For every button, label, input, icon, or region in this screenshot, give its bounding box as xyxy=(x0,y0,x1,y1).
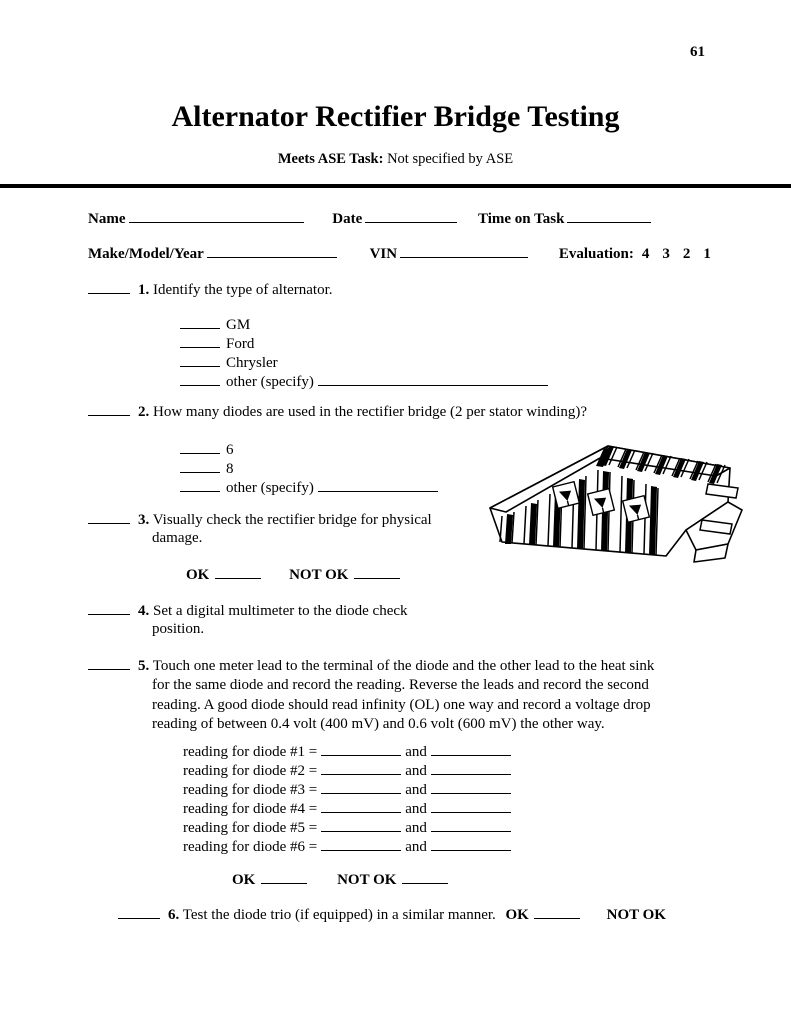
item-4-text-line1: Set a digital multimeter to the diode check xyxy=(153,603,408,619)
item-1-option-gm: GM xyxy=(180,315,548,334)
item-4-checkbox-blank[interactable] xyxy=(88,601,130,615)
item-4-text-line2-row xyxy=(152,621,204,638)
item-5-text-line1: Touch one meter lead to the terminal of the diode and the other lead to the heat sink xyxy=(152,658,655,674)
item-3-not-ok-label: NOT OK xyxy=(289,567,349,583)
item-6-ok-blank[interactable] xyxy=(534,905,580,919)
item-6-number: 6. xyxy=(168,907,180,923)
item-2-text: How many diodes are used in the rectifier bridge (2 per stator winding)? xyxy=(153,404,588,420)
task-item-5 xyxy=(88,656,654,675)
reading-6-value-b[interactable] xyxy=(431,837,511,851)
item-1-option-chrysler: Chrysler xyxy=(180,353,548,372)
item-2-options xyxy=(180,440,438,497)
reading-row-3: reading for diode #3 = and xyxy=(183,780,511,799)
item-3-text-line2: damage. xyxy=(152,530,203,546)
item-2-option-other-input[interactable] xyxy=(318,478,438,492)
reading-row-5: reading for diode #5 = and xyxy=(183,818,511,837)
item-5-checkbox-blank[interactable] xyxy=(88,656,130,670)
reading-row-2: reading for diode #2 = and xyxy=(183,761,511,780)
reading-5-value-b[interactable] xyxy=(431,818,511,832)
name-input[interactable] xyxy=(129,208,304,223)
item-2-option-8-blank[interactable] xyxy=(180,459,220,473)
item-5-text-line2: for the same diode and record the reading. Reverse the leads and record the second xyxy=(152,677,649,693)
reading-4-value-b[interactable] xyxy=(431,799,511,813)
item-1-text: Identify the type of alternator. xyxy=(153,282,333,298)
reading-6-value-a[interactable] xyxy=(321,837,401,851)
rectifier-bridge-illustration xyxy=(480,424,745,579)
name-label: Name xyxy=(88,211,126,227)
page-title: Alternator Rectifier Bridge Testing xyxy=(171,100,620,133)
date-label: Date xyxy=(332,211,363,227)
header-row-one xyxy=(88,208,654,228)
item-1-option-other: other (specify) xyxy=(180,372,548,391)
item-5-ok-label: OK xyxy=(232,872,256,888)
item-5-result-row xyxy=(232,870,454,889)
item-2-option-6-blank[interactable] xyxy=(180,440,220,454)
item-2-checkbox-blank[interactable] xyxy=(88,402,130,416)
item-3-number: 3. xyxy=(138,512,150,528)
item-2-option-6: 6 xyxy=(180,440,438,459)
make-model-year-label: Make/Model/Year xyxy=(88,246,204,262)
reading-2-value-a[interactable] xyxy=(321,761,401,775)
item-5-not-ok-blank[interactable] xyxy=(402,870,448,884)
item-3-ok-blank[interactable] xyxy=(215,565,261,579)
header-divider xyxy=(0,184,791,188)
reading-1-value-a[interactable] xyxy=(321,742,401,756)
evaluation-option-2[interactable]: 2 xyxy=(682,246,691,262)
item-4-text-line2: position. xyxy=(152,621,205,637)
reading-5-value-a[interactable] xyxy=(321,818,401,832)
reading-row-6: reading for diode #6 = and xyxy=(183,837,511,856)
reading-4-value-a[interactable] xyxy=(321,799,401,813)
item-6-not-ok-label: NOT OK xyxy=(606,907,666,923)
item-6-checkbox-blank[interactable] xyxy=(118,905,160,919)
header-row-two xyxy=(88,243,711,263)
item-3-ok-label: OK xyxy=(186,567,210,583)
task-item-2 xyxy=(88,402,587,421)
item-5-number: 5. xyxy=(138,658,150,674)
task-item-6 xyxy=(118,905,666,924)
item-1-option-other-input[interactable] xyxy=(318,372,548,386)
evaluation-option-3[interactable]: 3 xyxy=(662,246,670,262)
vin-label: VIN xyxy=(369,246,398,262)
evaluation-label: Evaluation: xyxy=(558,246,634,262)
item-1-option-chrysler-blank[interactable] xyxy=(180,353,220,367)
reading-2-value-b[interactable] xyxy=(431,761,511,775)
task-item-4 xyxy=(88,601,408,620)
task-item-3 xyxy=(88,510,432,529)
item-1-option-gm-blank[interactable] xyxy=(180,315,220,329)
evaluation-option-4[interactable]: 4 xyxy=(641,246,650,262)
time-on-task-input[interactable] xyxy=(567,208,651,223)
ase-task-value: Not specified by ASE xyxy=(383,151,514,167)
time-on-task-label: Time on Task xyxy=(478,211,565,227)
item-5-not-ok-label: NOT OK xyxy=(337,872,397,888)
item-1-option-ford: Ford xyxy=(180,334,548,353)
item-5-body xyxy=(152,676,651,735)
item-6-ok-label: OK xyxy=(505,907,529,923)
item-2-option-other: other (specify) xyxy=(180,478,438,497)
item-3-result-row xyxy=(186,565,406,584)
item-5-readings-list xyxy=(183,742,511,856)
item-5-text-line3: reading. A good diode should read infinity (OL) one way and record a voltage drop xyxy=(152,696,651,713)
make-model-year-input[interactable] xyxy=(207,243,337,258)
item-5-ok-blank[interactable] xyxy=(261,870,307,884)
task-item-1 xyxy=(88,280,333,299)
item-1-checkbox-blank[interactable] xyxy=(88,280,130,294)
item-3-not-ok-blank[interactable] xyxy=(354,565,400,579)
item-2-option-8: 8 xyxy=(180,459,438,478)
item-6-text: Test the diode trio (if equipped) in a similar manner. xyxy=(182,907,496,923)
ase-task-label: Meets ASE Task: xyxy=(277,151,384,167)
item-4-number: 4. xyxy=(138,603,150,619)
evaluation-scale xyxy=(634,246,711,262)
reading-3-value-a[interactable] xyxy=(321,780,401,794)
reading-row-4: reading for diode #4 = and xyxy=(183,799,511,818)
item-3-checkbox-blank[interactable] xyxy=(88,510,130,524)
ase-task-line xyxy=(0,151,791,168)
vin-input[interactable] xyxy=(400,243,528,258)
item-1-options xyxy=(180,315,548,391)
item-2-number: 2. xyxy=(138,404,150,420)
reading-row-1: reading for diode #1 = and xyxy=(183,742,511,761)
item-2-option-other-blank[interactable] xyxy=(180,478,220,492)
item-5-text-line4: reading of between 0.4 volt (400 mV) and 0.6 volt (600 mV) the other way. xyxy=(152,716,605,732)
item-1-option-other-blank[interactable] xyxy=(180,372,220,386)
page-number: 61 xyxy=(690,44,705,60)
item-1-option-ford-blank[interactable] xyxy=(180,334,220,348)
date-input[interactable] xyxy=(365,208,457,223)
item-1-number: 1. xyxy=(138,282,150,298)
item-3-text-line1: Visually check the rectifier bridge for physical xyxy=(152,512,432,528)
item-3-text-line2-row xyxy=(152,530,202,547)
reading-1-value-b[interactable] xyxy=(431,742,511,756)
evaluation-option-1[interactable]: 1 xyxy=(703,246,711,262)
reading-3-value-b[interactable] xyxy=(431,780,511,794)
